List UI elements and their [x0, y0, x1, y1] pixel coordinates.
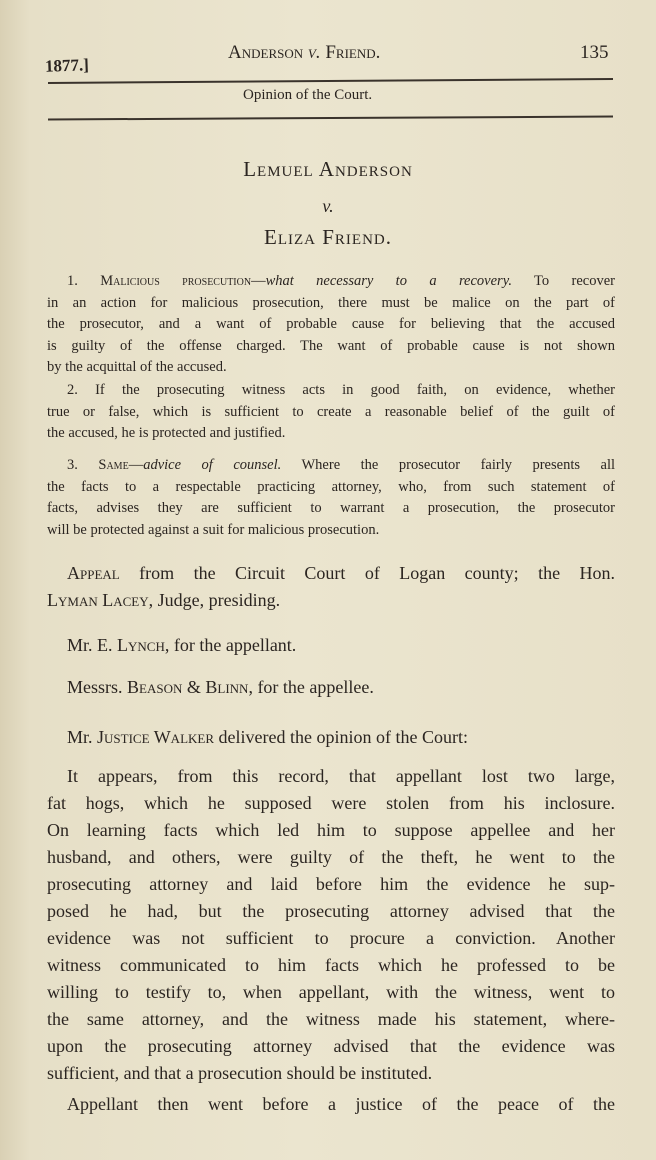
text-segment: Mr. — [67, 727, 98, 747]
text-segment: , for the appellee. — [248, 677, 374, 697]
text-line — [47, 336, 615, 358]
text-line — [47, 724, 615, 751]
text-line — [47, 1006, 615, 1033]
text-segment: what necessary to a recovery. — [265, 273, 512, 289]
appeal-statement — [47, 560, 615, 614]
text-segment: delivered the opinion of the Court: — [214, 727, 468, 747]
text-segment: posed he had, but the prosecuting attorney advised that the — [47, 901, 615, 921]
case-versus: v. — [322, 196, 334, 216]
text-segment: witness communicated to him facts which he professed to be — [47, 955, 615, 975]
text-segment: in an action for malicious prosecution, there must be malice on the part of — [47, 294, 615, 311]
text-line — [47, 1033, 615, 1060]
headnote-1 — [47, 271, 615, 379]
page-number: 135 — [580, 42, 609, 63]
counsel-appellee — [47, 674, 615, 701]
text-line — [47, 560, 615, 587]
text-segment: & — [182, 677, 206, 697]
headnote-2 — [47, 380, 615, 445]
text-segment: is guilty of the offense charged. The want of probable cause is not shown — [47, 337, 615, 354]
text-line — [47, 293, 615, 315]
section-heading: Opinion of the Court. — [243, 87, 373, 103]
text-segment: — — [128, 457, 144, 473]
text-segment: Friend. — [320, 42, 381, 63]
text-line — [47, 477, 615, 499]
text-segment: Blinn — [205, 677, 249, 697]
text-line — [47, 952, 615, 979]
text-line — [47, 271, 615, 293]
text-line — [47, 380, 615, 402]
text-segment: husband, and others, were guilty of the theft, he went to the — [47, 847, 615, 867]
text-segment: Lyman Lacey — [47, 590, 149, 610]
text-line — [47, 871, 615, 898]
text-line — [47, 587, 615, 614]
text-line — [47, 674, 615, 701]
text-line — [47, 455, 615, 477]
text-line — [47, 1091, 615, 1118]
text-line — [47, 402, 615, 424]
text-segment: evidence was not sufficient to procure a conviction. Another — [47, 928, 615, 948]
running-year: 1877.] — [44, 55, 90, 76]
text-line — [47, 790, 615, 817]
running-title — [228, 42, 380, 64]
text-segment: willing to testify to, when appellant, with the witness, went to — [47, 982, 615, 1002]
text-segment: It appears, from this record, that appellant lost two large, — [67, 766, 615, 786]
text-segment: — — [251, 273, 266, 289]
text-segment: the accused, he is protected and justified. — [47, 425, 286, 442]
text-segment: Appeal — [67, 563, 120, 583]
text-segment: by the acquittal of the accused. — [47, 359, 227, 376]
opinion-paragraph-1 — [47, 763, 615, 1087]
text-segment: Messrs. — [67, 677, 128, 697]
text-segment: the prosecutor, and a want of probable cause for believing that the accused — [47, 316, 615, 333]
text-line — [47, 763, 615, 790]
text-line — [47, 898, 615, 925]
text-line — [47, 520, 615, 542]
header-rule-top — [48, 78, 613, 83]
text-segment: prosecuting attorney and laid before him the evidence he sup- — [47, 874, 615, 894]
text-segment: true or false, which is sufficient to create a reasonable belief of the guilt of — [47, 403, 615, 420]
text-segment: will be protected against a suit for malicious prosecution. — [47, 521, 380, 538]
counsel-appellant — [47, 632, 615, 659]
text-line — [47, 498, 615, 520]
text-segment: 1. — [67, 273, 101, 289]
text-line — [47, 314, 615, 336]
text-segment: Same — [98, 457, 129, 473]
text-line — [47, 844, 615, 871]
text-segment: Mr. E. — [67, 635, 118, 655]
opinion-paragraph-2 — [47, 1091, 615, 1118]
text-line — [47, 817, 615, 844]
opinion-intro — [47, 724, 615, 751]
text-segment: from the Circuit Court of Logan county; the Hon. — [119, 563, 615, 583]
text-segment: sufficient, and that a prosecution should be instituted. — [47, 1063, 433, 1083]
text-line — [47, 925, 615, 952]
text-segment: To recover — [511, 273, 615, 289]
text-segment: Where the prosecutor fairly presents all — [281, 457, 615, 473]
text-segment: Beason — [127, 677, 183, 697]
text-line — [47, 632, 615, 659]
text-segment: 2. If the prosecuting witness acts in good faith, on evidence, whether — [67, 382, 615, 398]
text-line — [47, 1060, 615, 1087]
text-segment: , for the appellant. — [164, 635, 297, 655]
text-segment: fat hogs, which he supposed were stolen from his inclosure. — [47, 793, 615, 813]
text-segment: v. — [307, 42, 321, 63]
case-plaintiff: Lemuel Anderson — [243, 157, 413, 181]
text-segment: 3. — [67, 457, 99, 473]
text-segment: facts, advises they are sufficient to warrant a prosecution, the prosecutor — [47, 500, 615, 517]
header-rule-bottom — [48, 116, 613, 120]
text-segment: Appellant then went before a justice of the peace of the — [67, 1094, 615, 1114]
headnote-3 — [47, 455, 615, 541]
text-segment: Lynch — [117, 635, 165, 655]
text-line — [47, 979, 615, 1006]
text-segment: advice of counsel. — [143, 457, 282, 473]
text-line — [47, 423, 615, 445]
text-segment: Anderson — [228, 42, 308, 63]
text-segment: Justice Walker — [97, 727, 215, 747]
text-segment: the same attorney, and the witness made his statement, where- — [47, 1009, 615, 1029]
text-line — [47, 357, 615, 379]
text-segment: Malicious prosecution — [100, 273, 252, 289]
text-segment: upon the prosecuting attorney advised that the evidence was — [47, 1036, 615, 1056]
text-segment: the facts to a respectable practicing attorney, who, from such statement of — [47, 478, 615, 495]
text-segment: On learning facts which led him to suppose appellee and her — [47, 820, 615, 840]
text-segment: , Judge, presiding. — [148, 590, 281, 610]
case-defendant: Eliza Friend. — [264, 225, 392, 249]
